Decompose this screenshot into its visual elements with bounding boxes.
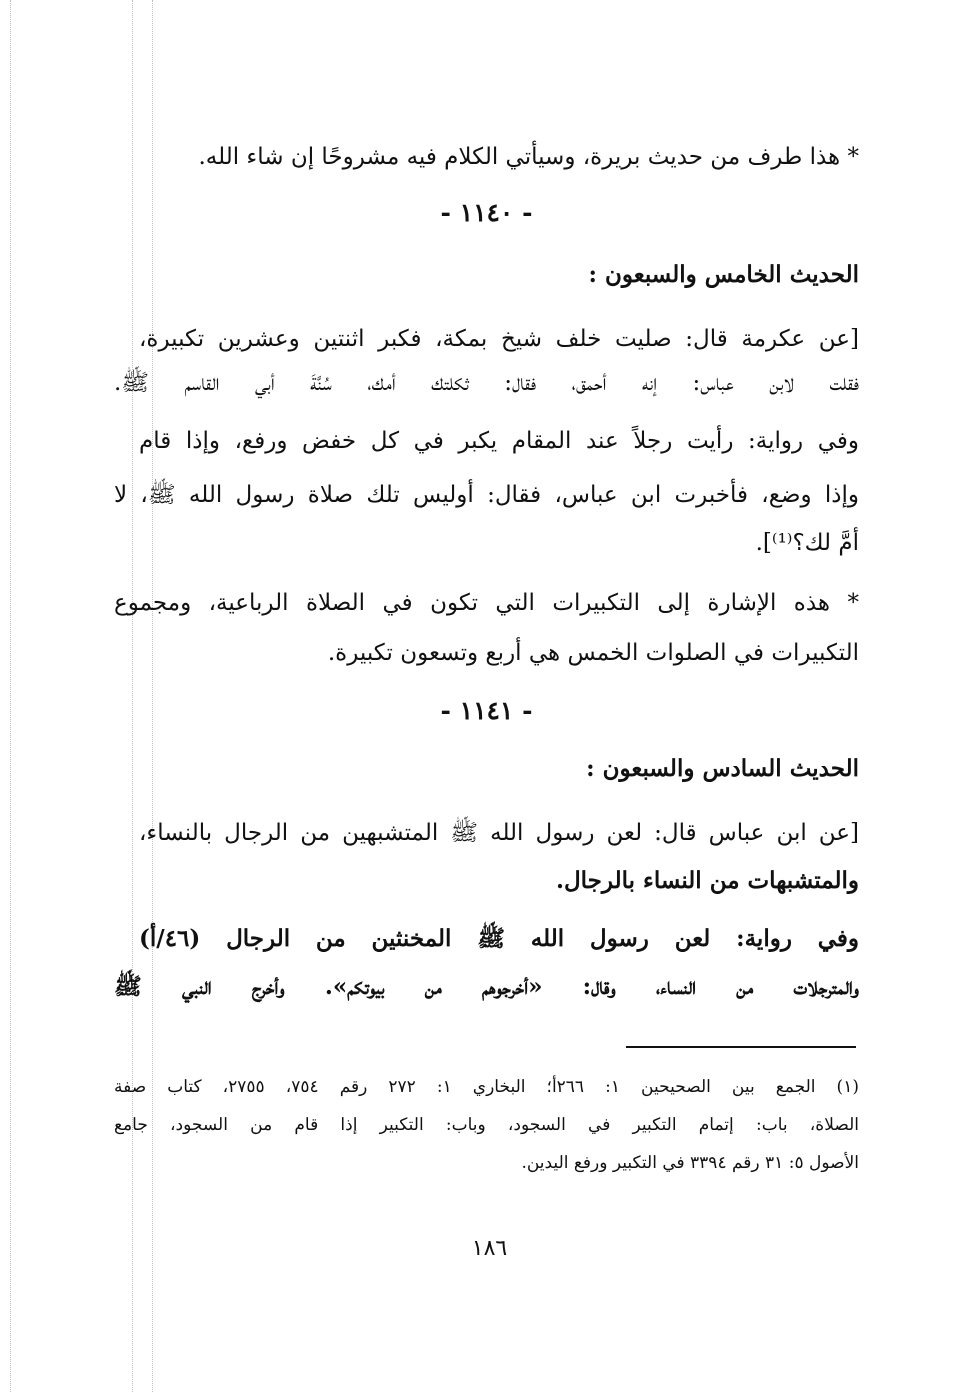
- margin-dotted-line-edge: [10, 0, 11, 1392]
- commentary-note-1: * هذا طرف من حديث بريرة، وسيأتي الكلام فيه مشروحًا إن شاء الله.: [198, 144, 859, 170]
- footnote-line: (١) الجمع بين الصحيحين ١: ٢٦٦أ؛ البخاري ١: ٢٧٢ رقم ٧٥٤، ٢٧٥٥، كتاب صفة: [114, 1077, 859, 1097]
- hadith-number-1141: - ١١٤١ -: [440, 696, 533, 725]
- riwaya-text-line: وفي رواية: رأيت رجلاً عند المقام يكبر في كل خفض ورفع، وإذا قام: [139, 428, 859, 454]
- footnote-line: الصلاة، باب: إتمام التكبير في السجود، وباب: التكبير إذا قام من السجود، جامع: [114, 1115, 859, 1135]
- commentary-note-line: * هذه الإشارة إلى التكبيرات التي تكون في الصلاة الرباعية، ومجموع: [114, 590, 859, 616]
- hadith-text-line: والمتشبهات من النساء بالرجال.: [555, 867, 859, 894]
- hadith-title-75: الحديث الخامس والسبعون :: [588, 261, 859, 288]
- commentary-note-line: التكبيرات في الصلوات الخمس هي أربع وتسعون تكبيرة.: [327, 640, 859, 666]
- footnote-line: الأصول ٥: ٣١ رقم ٣٣٩٤ في التكبير ورفع اليدين.: [521, 1153, 859, 1173]
- hadith-text-line: [عن عكرمة قال: صليت خلف شيخ بمكة، فكبر اثنتين وعشرين تكبيرة،: [139, 326, 859, 352]
- riwaya-text-line: أمَّ لك؟⁽¹⁾].: [755, 530, 859, 556]
- hadith-text-line: [عن ابن عباس قال: لعن رسول الله ﷺ المتشبهين من الرجال بالنساء،: [139, 820, 859, 846]
- riwaya-text-line: وفي رواية: لعن رسول الله ﷺ المخنثين من الرجال (٤٦/أ): [139, 925, 859, 952]
- hadith-text-line: فقلت لابن عباس: إنه أحمق، فقال: ثكلتك أمك، سُنَّةَ أبي القاسم ﷺ.: [114, 370, 859, 396]
- hadith-title-76: الحديث السادس والسبعون :: [586, 755, 859, 782]
- riwaya-text-line: وإذا وضع، فأخبرت ابن عباس، فقال: أوليس تلك صلاة رسول الله ﷺ، لا: [114, 482, 859, 508]
- hadith-number-1140: - ١١٤٠ -: [440, 198, 533, 227]
- footnote-separator: [626, 1046, 856, 1048]
- riwaya-text-line: والمترجلات من النساء، وقال: «أخرجوهم من بيوتكم». وأخرج النبي ﷺ: [114, 973, 859, 1000]
- page-number: ١٨٦: [471, 1236, 508, 1261]
